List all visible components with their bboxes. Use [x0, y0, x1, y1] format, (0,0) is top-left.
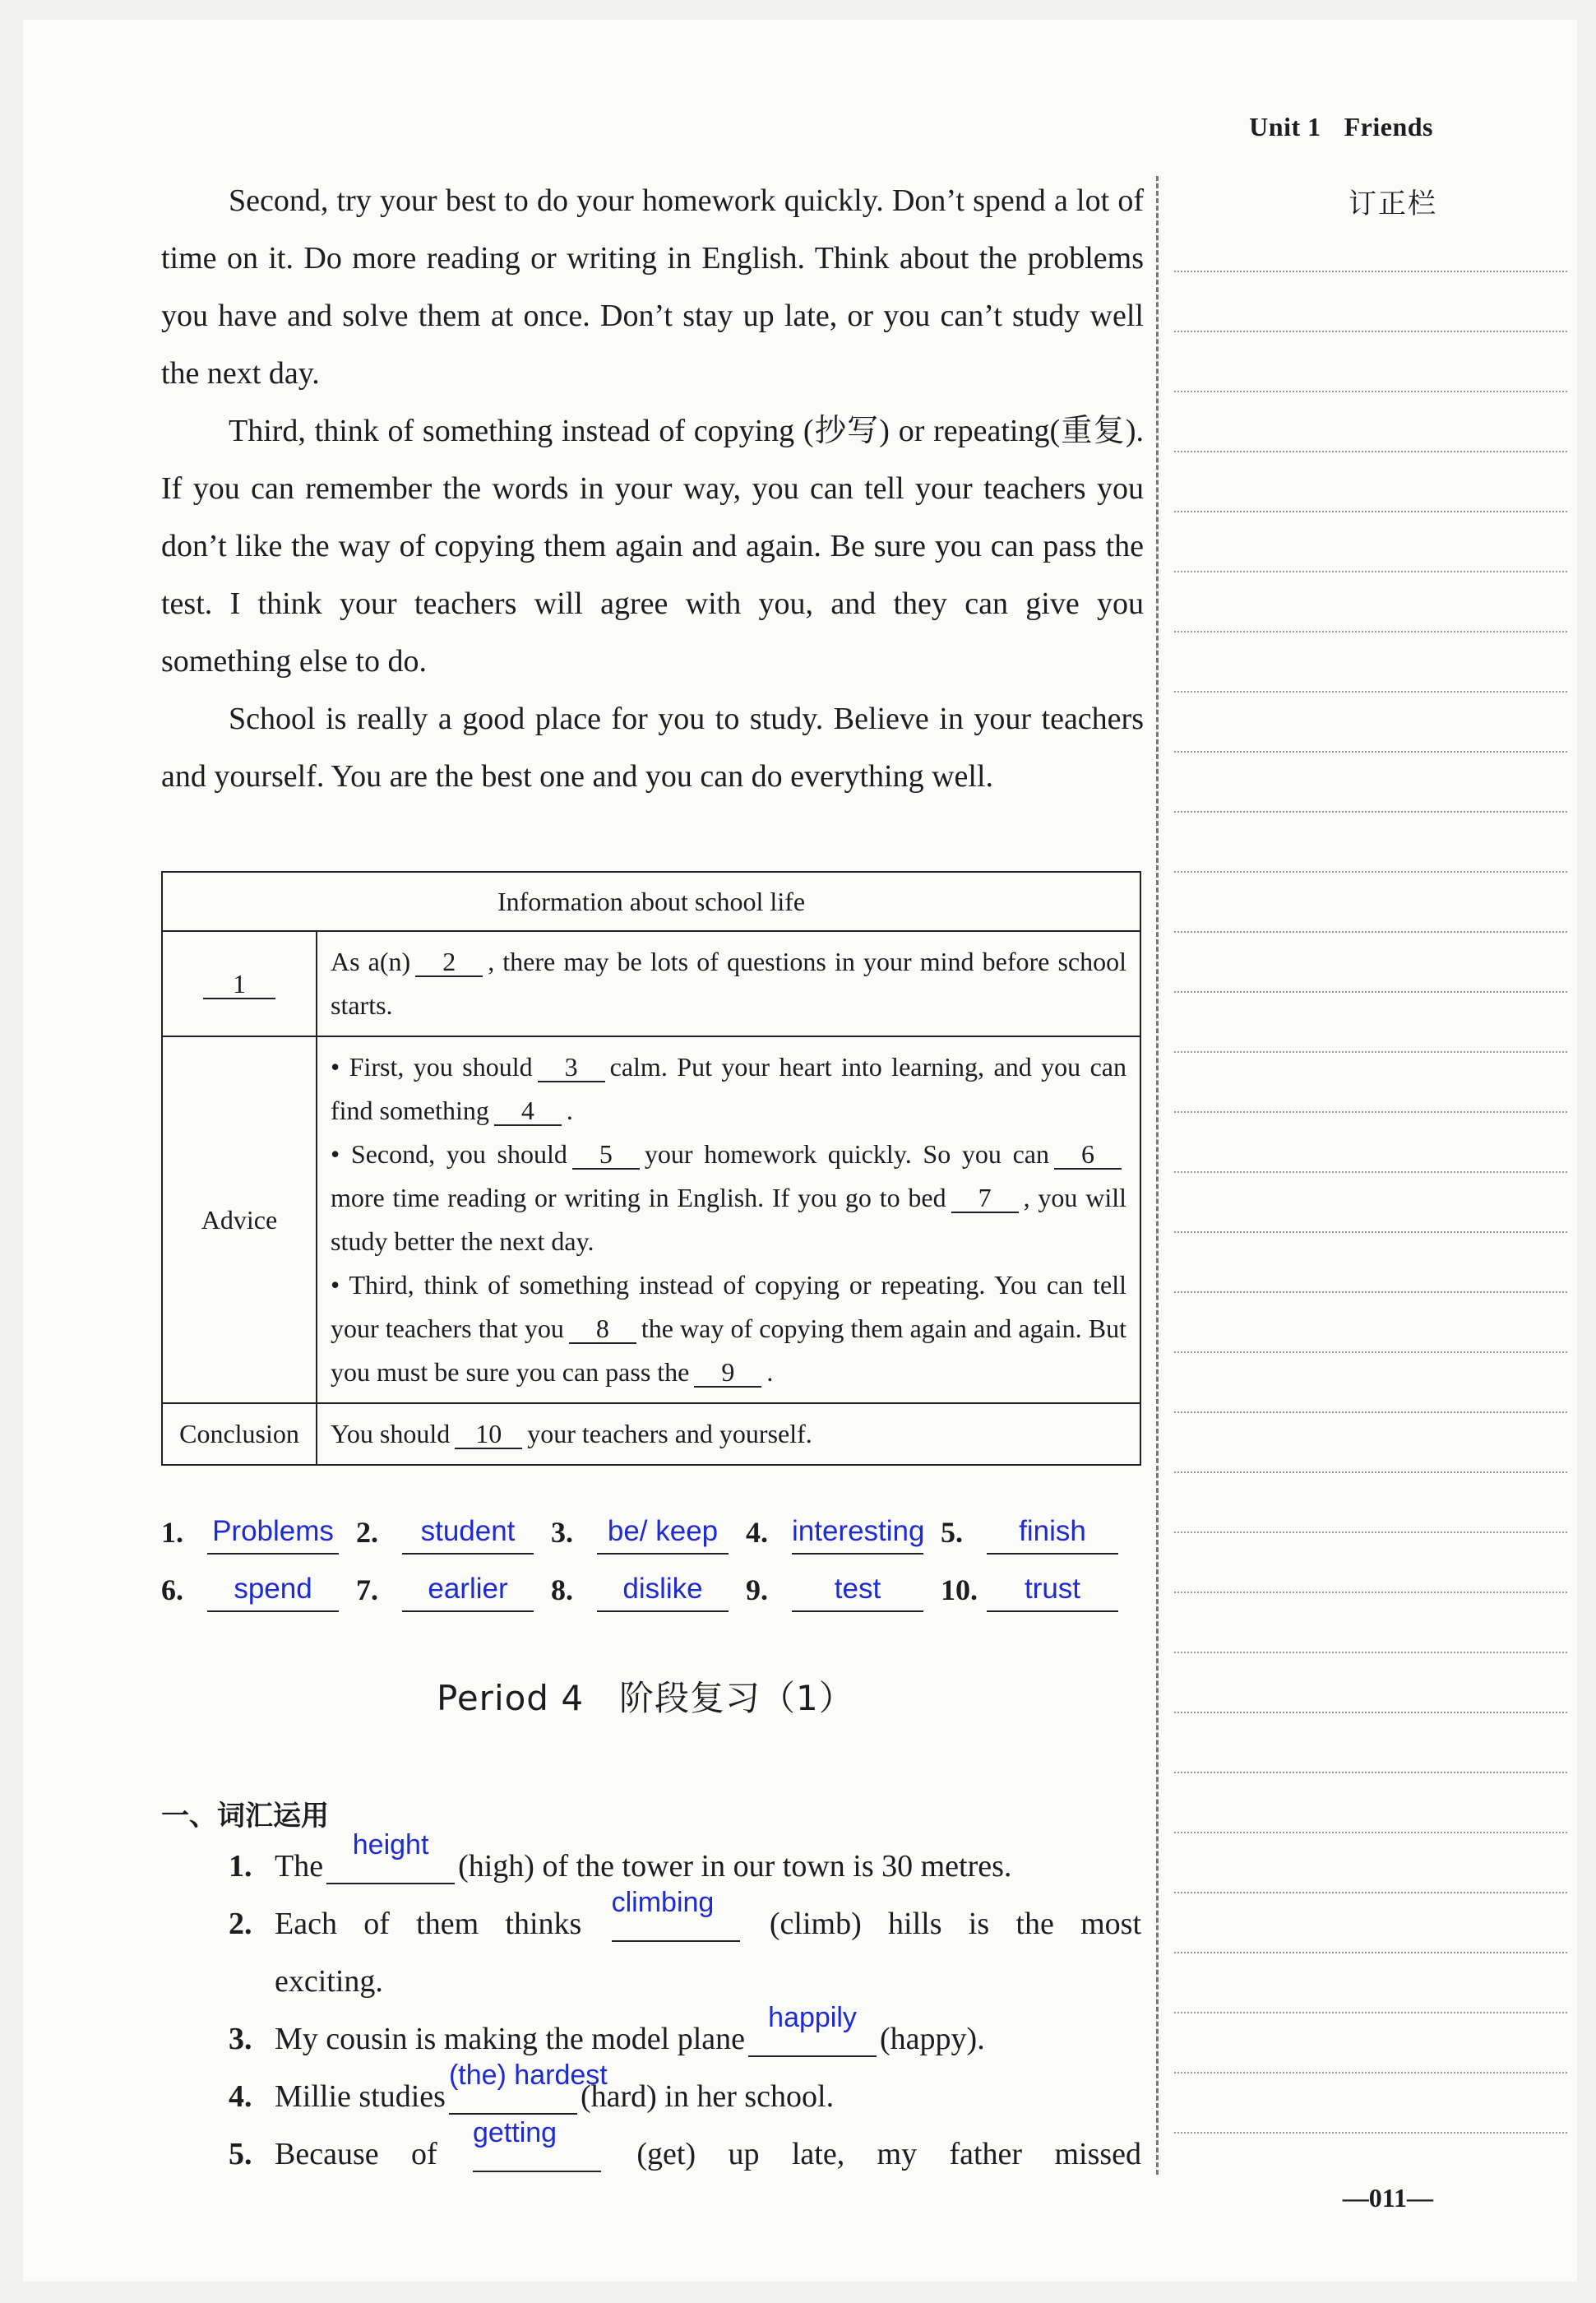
correction-line [1174, 1652, 1567, 1653]
page-number: —011— [1342, 2183, 1433, 2213]
exercise-list [229, 1829, 1142, 2183]
item-number: 5. [229, 2137, 252, 2171]
answer-field[interactable] [326, 1829, 455, 1884]
answer-number: 6. [161, 1573, 183, 1606]
running-header [1249, 112, 1433, 142]
item-text [275, 1887, 1141, 1953]
correction-line [1174, 1832, 1567, 1833]
blank-8[interactable]: 8 [569, 1314, 636, 1344]
answer-value: (the) hardest [448, 2060, 608, 2091]
answer-field[interactable]: earlier [402, 1573, 534, 1612]
correction-line [1174, 1531, 1567, 1533]
correction-line [1174, 2132, 1567, 2134]
text: exciting. [275, 1964, 383, 1999]
table-row [162, 1403, 1140, 1465]
text: . [766, 1357, 774, 1387]
correction-line [1174, 931, 1567, 933]
correction-line [1174, 1171, 1567, 1173]
text: • First, you should [331, 1052, 533, 1082]
item-number: 4. [229, 2079, 252, 2114]
answer-item [356, 1510, 551, 1550]
correction-line [1174, 1291, 1567, 1293]
correction-line [1174, 1471, 1567, 1473]
answer-number: 5. [941, 1516, 963, 1549]
answer-value: getting [473, 2117, 557, 2148]
answer-field[interactable]: Problems [207, 1515, 339, 1555]
table-header: Information about school life [162, 872, 1140, 931]
correction-line [1174, 2072, 1567, 2074]
item-text [275, 2117, 1142, 2183]
text: (happy). [880, 2022, 985, 2056]
advice-content [317, 1036, 1140, 1403]
text: more time reading or writing in English. If you go to bed [331, 1183, 946, 1212]
row-label-conclusion: Conclusion [162, 1403, 317, 1465]
correction-line [1174, 1051, 1567, 1053]
answer-item [161, 1510, 356, 1550]
text: , you will study better the next day. [331, 1183, 1127, 1256]
correction-line [1174, 1892, 1567, 1893]
conclusion-content [317, 1403, 1140, 1465]
answer-item [356, 1568, 551, 1607]
answer-section [161, 1492, 1148, 1607]
answer-number: 7. [356, 1573, 378, 1606]
answer-value: happily [768, 2002, 857, 2033]
correction-line [1174, 691, 1567, 693]
text: The [275, 1849, 324, 1884]
blank-3[interactable]: 3 [538, 1053, 605, 1082]
table-row [162, 1036, 1140, 1403]
correction-line [1174, 751, 1567, 753]
unit-label: Unit 1 [1249, 112, 1321, 141]
correction-line [1174, 1772, 1567, 1773]
blank-1[interactable]: 1 [203, 970, 275, 999]
text: your homework quickly. So you can [644, 1139, 1049, 1169]
correction-line [1174, 271, 1567, 272]
correction-line [1174, 1952, 1567, 1953]
exercise-item [229, 2117, 1142, 2183]
answer-number: 3. [551, 1516, 573, 1549]
part-heading: 一、词汇运用 [161, 1800, 329, 1833]
blank-10[interactable]: 10 [455, 1420, 522, 1449]
blank-4[interactable]: 4 [494, 1096, 562, 1126]
correction-line [1174, 451, 1567, 452]
text: . [566, 1096, 573, 1125]
answer-value: climbing [611, 1887, 715, 1918]
answer-number: 1. [161, 1516, 183, 1549]
blank-5[interactable]: 5 [572, 1140, 640, 1170]
item-number: 1. [229, 1849, 252, 1884]
reading-passage [161, 172, 1144, 805]
answer-field[interactable]: test [792, 1573, 923, 1612]
text: (climb) hills is the most [769, 1907, 1141, 1941]
text: My cousin is making the model plane [275, 2022, 746, 2056]
correction-line [1174, 391, 1567, 392]
answer-field[interactable] [748, 2002, 877, 2057]
correction-line [1174, 1231, 1567, 1233]
text: • Second, you should [331, 1139, 567, 1169]
paragraph: Third, think of something instead of copying (抄写) or repeating(重复). If you can remember the words in your way, you can tell your teachers you don’t like the way of copying them again and again. Be sure you can pass the test. I think your teachers will agree with you, and they can give you something else to do. [161, 414, 1144, 679]
correction-line [1174, 571, 1567, 572]
row-label-advice: Advice [162, 1036, 317, 1403]
text: calm. Put your heart into learning, and you can find something [331, 1052, 1127, 1125]
information-table [161, 871, 1141, 1466]
answer-number: 2. [356, 1516, 378, 1549]
text: You should [331, 1419, 451, 1448]
correction-line [1174, 631, 1567, 633]
exercise-item [229, 2002, 1141, 2068]
correction-line [1174, 811, 1567, 813]
answer-field[interactable] [473, 2117, 601, 2172]
paragraph: Second, try your best to do your homework quickly. Don’t spend a lot of time on it. Do more reading or writing in English. Think about the problems you have and solve them at once. Don’t stay up late, or you can’t study well the next day. [161, 183, 1144, 391]
answer-field[interactable]: trust [987, 1573, 1118, 1612]
paragraph: School is really a good place for you to study. Believe in your teachers and yourself. You are the best one and you can do everything well. [161, 702, 1144, 794]
blank-6[interactable]: 6 [1054, 1140, 1122, 1170]
row-content [317, 931, 1140, 1036]
text: • Third, think of something instead of copying or repeating. You can tell your teachers that you [331, 1270, 1126, 1343]
answer-number: 4. [746, 1516, 768, 1549]
unit-title: Friends [1344, 112, 1433, 141]
answer-item [746, 1568, 941, 1607]
correction-line [1174, 511, 1567, 512]
correction-line [1174, 1411, 1567, 1413]
item-text [275, 2002, 1141, 2068]
text: (hard) in her school. [580, 2079, 835, 2114]
row-label [162, 931, 317, 1036]
text: Each of them thinks [275, 1907, 582, 1941]
answer-field[interactable]: student [402, 1515, 534, 1555]
blank-9[interactable]: 9 [694, 1358, 761, 1388]
item-number: 2. [229, 1907, 252, 1941]
correction-line [1174, 1111, 1567, 1113]
section-title: Period 4 阶段复习（1） [437, 1678, 854, 1718]
text: (high) of the tower in our town is 30 metres. [458, 1849, 1012, 1884]
answer-number: 8. [551, 1573, 573, 1606]
answer-field[interactable]: spend [207, 1573, 339, 1612]
answer-item [551, 1568, 746, 1607]
text: As a(n) [331, 947, 411, 976]
text: , there may be lots of questions in your mind before school starts. [331, 947, 1127, 1020]
answer-field[interactable] [611, 1887, 740, 1942]
table-row [162, 931, 1140, 1036]
answer-number: 9. [746, 1573, 768, 1606]
blank-2[interactable]: 2 [415, 948, 483, 977]
text: Because of [275, 2137, 437, 2171]
answer-value: height [352, 1829, 429, 1860]
answer-field[interactable] [448, 2060, 608, 2115]
answer-row [161, 1492, 1148, 1550]
answer-item [941, 1568, 1136, 1607]
correction-line [1174, 1592, 1567, 1593]
exercise-item-continued [229, 1953, 1141, 2010]
text: the way of copying them again and again. But you must be sure you can pass the [331, 1314, 1126, 1387]
answer-item [746, 1510, 941, 1550]
correction-line [1174, 1351, 1567, 1353]
item-number: 3. [229, 2022, 252, 2056]
answer-item [551, 1510, 746, 1550]
text: (get) up late, my father missed [636, 2137, 1142, 2171]
blank-7[interactable]: 7 [951, 1184, 1019, 1213]
item-text [275, 2060, 1141, 2125]
correction-column-title: 订正栏 [1349, 188, 1437, 220]
answer-field[interactable]: be/ keep [597, 1515, 729, 1555]
answer-field[interactable]: dislike [597, 1573, 729, 1612]
answer-field[interactable]: interesting [792, 1515, 923, 1555]
correction-line [1174, 871, 1567, 873]
correction-line [1174, 991, 1567, 993]
correction-line [1174, 2012, 1567, 2013]
correction-line [1174, 331, 1567, 332]
answer-row [161, 1550, 1148, 1607]
answer-field[interactable]: finish [987, 1515, 1118, 1555]
answer-number: 10. [941, 1573, 978, 1606]
answer-item [941, 1510, 1136, 1550]
text: Millie studies [275, 2079, 446, 2114]
exercise-item [229, 1887, 1141, 1953]
correction-line [1174, 1712, 1567, 1713]
workbook-page [23, 20, 1577, 2282]
text: your teachers and yourself. [527, 1419, 812, 1448]
answer-item [161, 1568, 356, 1607]
exercise-item [229, 2060, 1141, 2125]
correction-column-divider [1156, 176, 1167, 2175]
